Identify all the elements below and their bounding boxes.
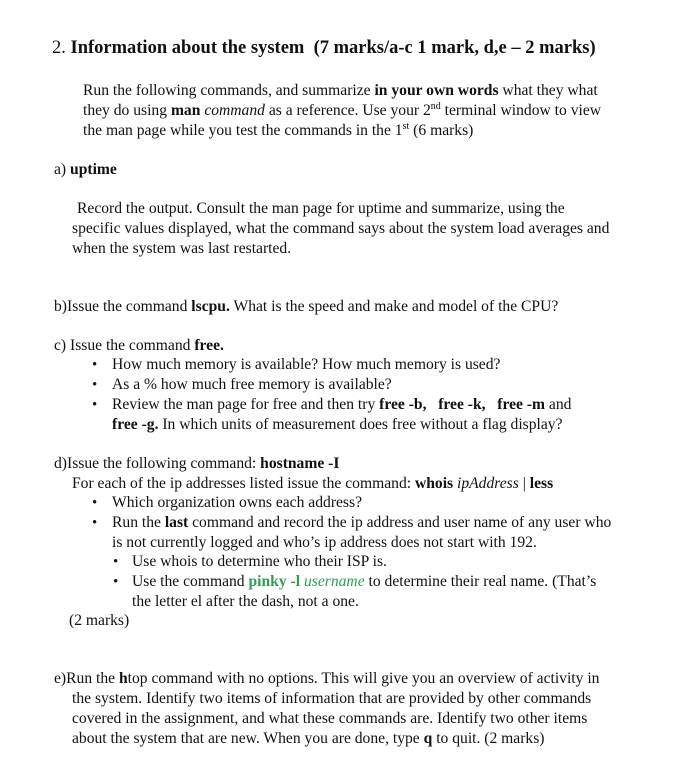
part-e-line-3: covered in the assignment, and what these commands are. Identify two other items <box>72 710 588 727</box>
intro-line-3: the man page while you test the commands in the 1st (6 marks) <box>83 121 474 139</box>
question-marks: (7 marks/a-c 1 mark, d,e – 2 marks) <box>313 38 596 58</box>
part-d-bullet-2-line-2: is not currently logged and who’s ip address does not start with 192. <box>112 534 537 551</box>
bullet-icon: • <box>113 554 119 570</box>
part-d-marks: (2 marks) <box>69 612 130 629</box>
part-a-line-1: Record the output. Consult the man page for uptime and summarize, using the <box>77 200 565 217</box>
part-a-line-3: when the system was last restarted. <box>72 240 292 257</box>
question-number: 2. <box>52 38 66 58</box>
part-d-heading: d)Issue the following command: hostname -I <box>54 455 340 472</box>
part-d-bullet-1: Which organization owns each address? <box>112 494 362 511</box>
part-c-bullet-3-line-1: Review the man page for free and then try free -b, free -k, free -m and <box>112 396 572 413</box>
part-d-line-2: For each of the ip addresses listed issue the command: whois ipAddress | less <box>72 475 554 492</box>
part-c-heading: c) Issue the command free. <box>54 337 224 354</box>
username-placeholder: username <box>303 573 365 590</box>
part-d-sub-bullet-2-line-2: the letter el after the dash, not a one. <box>132 593 359 610</box>
part-c-bullet-1: How much memory is available? How much memory is used? <box>112 356 501 373</box>
part-c-bullet-3-line-2: free -g. In which units of measurement does free without a flag display? <box>112 416 563 433</box>
part-d-sub-bullet-1: Use whois to determine who their ISP is. <box>132 553 387 570</box>
intro-line-1: Run the following commands, and summarize in your own words what they what <box>83 82 598 99</box>
part-e-line-1: e)Run the htop command with no options. This will give you an overview of activity in <box>54 670 600 687</box>
bullet-icon: • <box>92 377 98 393</box>
question-title: Information about the system <box>70 38 305 58</box>
part-b-line: b)Issue the command lscpu. What is the speed and make and model of the CPU? <box>54 298 559 315</box>
part-e-line-4: about the system that are new. When you are done, type q to quit. (2 marks) <box>72 730 545 747</box>
part-c-bullet-2: As a % how much free memory is available? <box>112 376 392 393</box>
part-a-heading: a) uptime <box>54 161 117 178</box>
part-d-sub-bullet-2-line-1: Use the command pinky -l username to determine their real name. (That’s <box>132 573 597 590</box>
bullet-icon: • <box>113 574 119 590</box>
question-heading <box>52 36 596 60</box>
part-d-bullet-2-line-1: Run the last command and record the ip address and user name of any user who <box>112 514 612 531</box>
bullet-icon: • <box>92 495 98 511</box>
pinky-command: pinky -l <box>248 573 301 590</box>
intro-line-2: they do using man command as a reference. Use your 2nd terminal window to view <box>83 101 602 119</box>
part-a-line-2: specific values displayed, what the command says about the system load averages and <box>72 220 610 237</box>
part-e-line-2: the system. Identify two items of information that are provided by other commands <box>72 690 592 707</box>
bullet-icon: • <box>92 357 98 373</box>
bullet-icon: • <box>92 515 98 531</box>
bullet-icon: • <box>92 397 98 413</box>
